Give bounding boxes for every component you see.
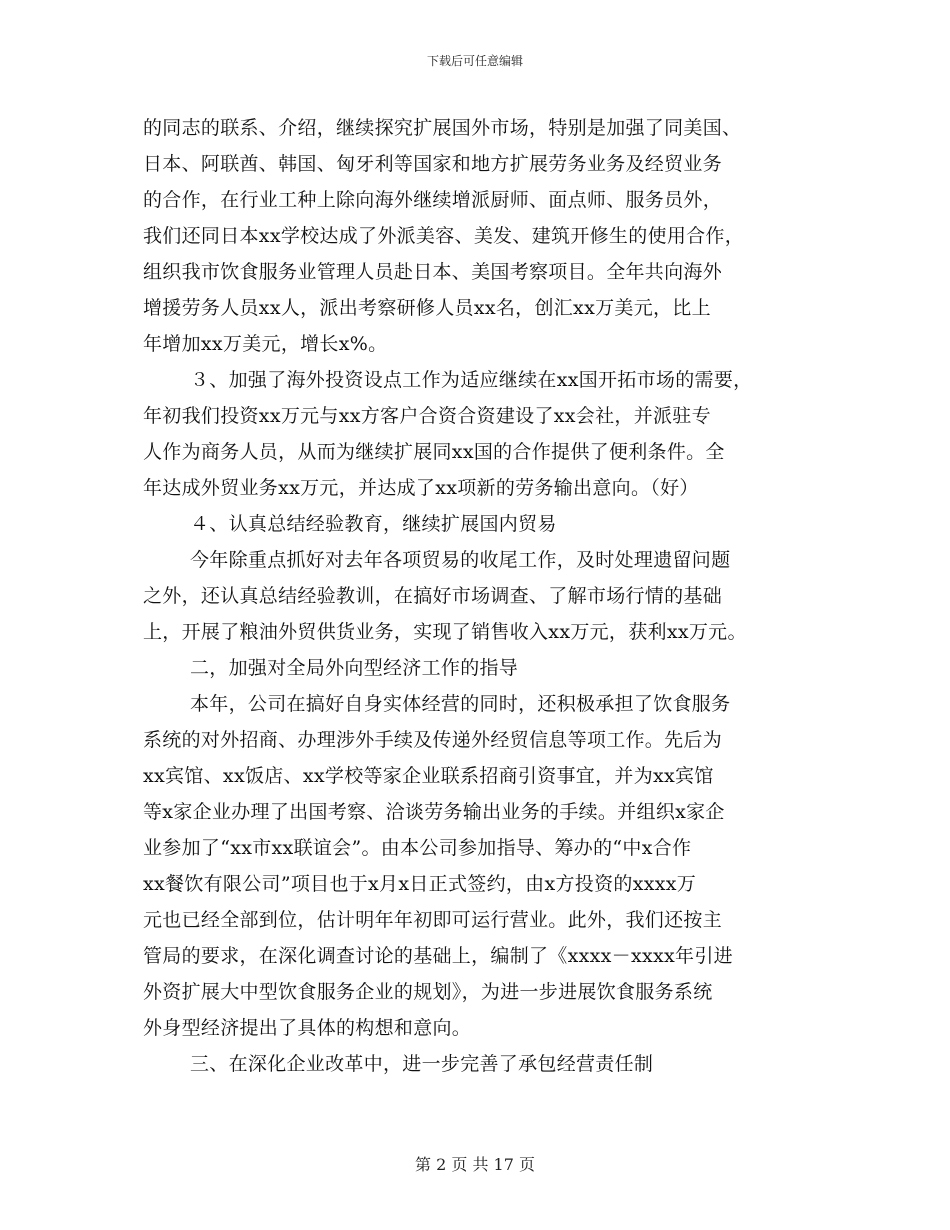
page-footer: 第 2 页 共 17 页: [415, 1155, 535, 1174]
body-line: 元也已经全部到位，估计明年年初即可运行营业。此外，我们还按主: [143, 909, 723, 931]
body-line: 人作为商务人员，从而为继续扩展同xx国的合作提供了便利条件。全: [143, 441, 725, 463]
body-line: 外身型经济提出了具体的构想和意向。: [143, 1017, 472, 1039]
body-line: 年增加xx万美元，增长x%。: [143, 333, 388, 355]
section-heading-4: ４、认真总结经验教育，继续扩展国内贸易: [190, 513, 557, 535]
body-line: xx餐饮有限公司”项目也于x月x日正式签约，由x方投资的xxxx万: [143, 873, 697, 895]
section-heading-3: ３、加强了海外投资设点工作为适应继续在xx国开拓市场的需要，: [190, 369, 753, 391]
body-line: 外资扩展大中型饮食服务企业的规划》，为进一步进展饮食服务系统: [143, 981, 713, 1003]
body-line: 之外，还认真总结经验教训，在搞好市场调查、了解市场行情的基础: [143, 585, 723, 607]
body-line: 业参加了“xx市xx联谊会”。由本公司参加指导、筹办的“中x合作: [143, 837, 692, 859]
document-body: [143, 110, 833, 1082]
paragraph-start: 本年，公司在搞好自身实体经营的同时，还积极承担了饮食服务: [190, 693, 731, 715]
paragraph-start: 今年除重点抓好对去年各项贸易的收尾工作，及时处理遗留问题: [190, 549, 731, 571]
body-line: 等x家企业办理了出国考察、洽谈劳务输出业务的手续。并组织x家企: [143, 801, 725, 823]
body-line: 管局的要求，在深化调查讨论的基础上，编制了《xxxx－xxxx年引进: [143, 945, 733, 967]
body-line: xx宾馆、xx饭店、xx学校等家企业联系招商引资事宜，并为xx宾馆: [143, 765, 714, 787]
body-line: 我们还同日本xx学校达成了外派美容、美发、建筑开修生的使用合作，: [143, 225, 745, 247]
page-header: 下载后可任意编辑: [426, 54, 523, 68]
section-heading-three: 三、在深化企业改革中，进一步完善了承包经营责任制: [190, 1053, 654, 1075]
body-line: 的同志的联系、介绍，继续探究扩展国外市场，特别是加强了同美国、: [143, 117, 742, 139]
body-line: 日本、阿联酋、韩国、匈牙利等国家和地方扩展劳务业务及经贸业务: [143, 153, 723, 175]
body-line: 年初我们投资xx万元与xx方客户合资合资建设了xx会社，并派驻专: [143, 405, 711, 427]
body-line: 上，开展了粮油外贸供货业务，实现了销售收入xx万元，获利xx万元。: [143, 621, 747, 643]
section-heading-two: 二，加强对全局外向型经济工作的指导: [190, 657, 519, 679]
body-line: 的合作，在行业工种上除向海外继续增派厨师、面点师、服务员外，: [143, 189, 723, 211]
body-line: 组织我市饮食服务业管理人员赴日本、美国考察项目。全年共向海外: [143, 261, 723, 283]
body-line: 系统的对外招商、办理涉外手续及传递外经贸信息等项工作。先后为: [143, 729, 723, 751]
body-line: 增援劳务人员xx人，派出考察研修人员xx名，创汇xx万美元，比上: [143, 297, 711, 319]
body-line: 年达成外贸业务xx万元，并达成了xx项新的劳务输出意向。（好）: [143, 477, 699, 499]
